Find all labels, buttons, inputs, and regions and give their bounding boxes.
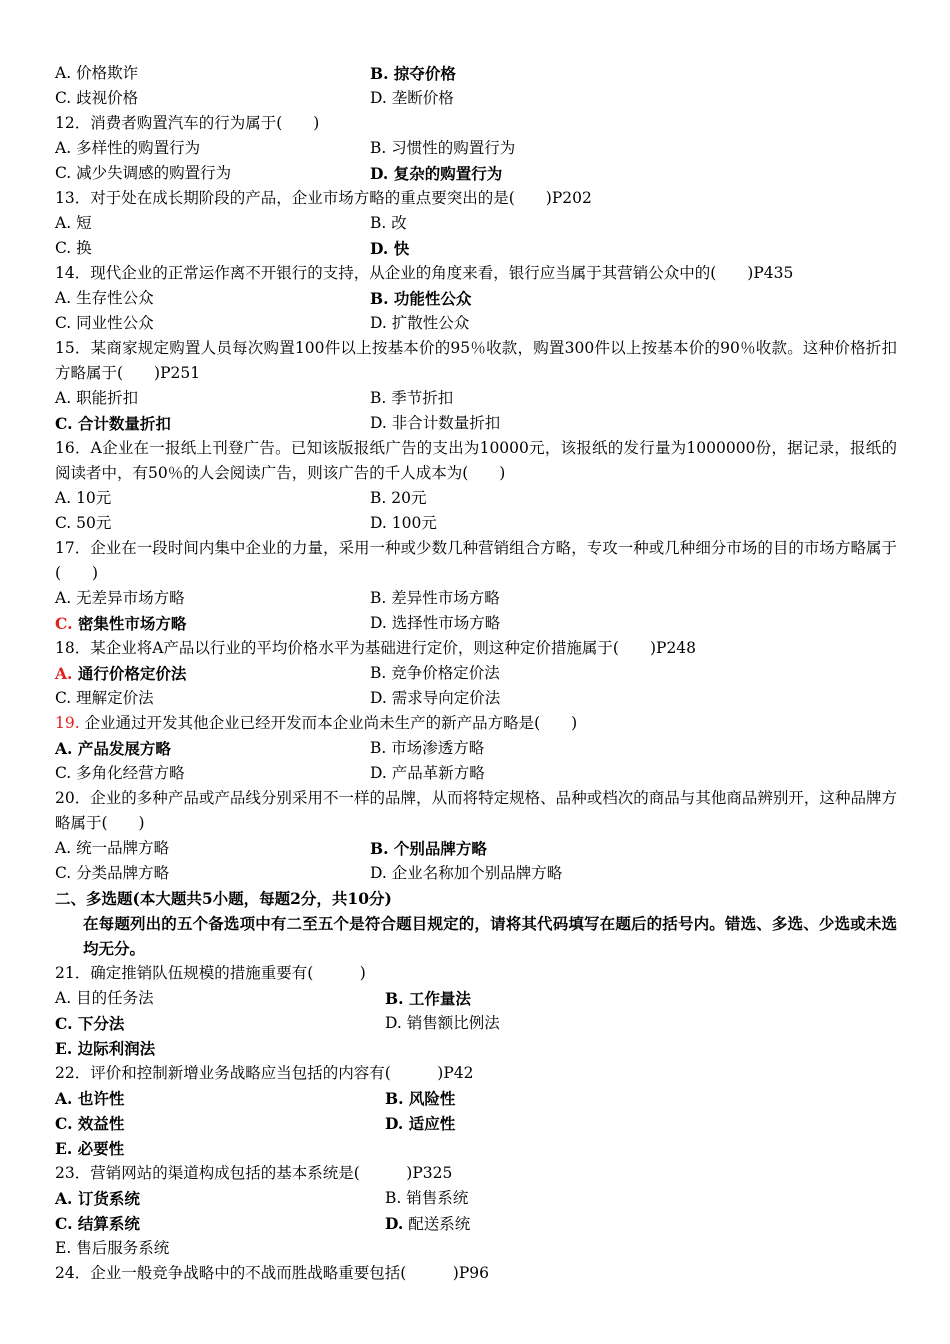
option-c: C. 分类品牌方略	[55, 864, 170, 882]
option-d: D. 需求导向定价法	[370, 689, 501, 707]
option-c: C. 结算系统	[55, 1214, 140, 1233]
option-row	[55, 986, 897, 1011]
option-d: D. 快	[370, 239, 410, 258]
option-a: A. 订货系统	[55, 1189, 140, 1208]
option-d: D. 非合计数量折扣	[370, 414, 501, 432]
option-c: C. 歧视价格	[55, 89, 139, 107]
option-a: A. 生存性公众	[55, 289, 154, 307]
option-row	[55, 686, 897, 711]
option-c: C. 密集性市场方略	[55, 614, 187, 633]
option-a: A. 也许性	[55, 1089, 125, 1108]
option-b: B. 掠夺价格	[370, 64, 456, 83]
option-row	[55, 836, 897, 861]
option-row	[55, 311, 897, 336]
option-c: C. 50元	[55, 514, 112, 532]
exam-document	[55, 61, 897, 1286]
question-stem: 13．对于处在成长期阶段的产品，企业市场方略的重点要突出的是( )P202	[55, 189, 592, 207]
question-stem: 12．消费者购置汽车的行为属于( )	[55, 114, 320, 132]
option-e: E. 边际利润法	[55, 1039, 156, 1058]
option-b: B. 差异性市场方略	[370, 589, 500, 607]
option-a: A. 产品发展方略	[55, 739, 171, 758]
option-a: A. 多样性的购置行为	[55, 139, 201, 157]
option-d: D. 复杂的购置行为	[370, 164, 503, 183]
question-stem	[55, 711, 897, 736]
option-c: C. 合计数量折扣	[55, 414, 171, 433]
option-a: A. 10元	[55, 489, 112, 507]
option-d: D. 配送系统	[385, 1214, 471, 1233]
option-row	[55, 386, 897, 411]
option-d: D. 垄断价格	[370, 89, 454, 107]
option-row	[55, 1086, 897, 1111]
question-stem: 15．某商家规定购置人员每次购置100件以上按基本价的95％收款，购置300件以上按基本价的90％收款。这种价格折扣方略属于( )P251	[55, 339, 897, 382]
option-row	[55, 161, 897, 186]
option-c: C. 效益性	[55, 1114, 125, 1133]
option-a: A. 价格欺诈	[55, 64, 139, 82]
option-b: B. 风险性	[385, 1089, 456, 1108]
option-a: A. 无差异市场方略	[55, 589, 185, 607]
option-d: D. 适应性	[385, 1114, 456, 1133]
option-row	[55, 286, 897, 311]
option-c: C. 多角化经营方略	[55, 764, 185, 782]
option-a: A. 统一品牌方略	[55, 839, 170, 857]
question-number: 19.	[55, 714, 80, 732]
option-b: B. 工作量法	[385, 989, 471, 1008]
option-c: C. 同业性公众	[55, 314, 154, 332]
question-stem: 21．确定推销队伍规模的措施重要有( )	[55, 964, 366, 982]
option-row	[55, 411, 897, 436]
option-b: B. 功能性公众	[370, 289, 472, 308]
option-row	[55, 211, 897, 236]
option-row	[55, 486, 897, 511]
option-d: D. 产品革新方略	[370, 764, 485, 782]
option-row	[55, 1211, 897, 1236]
question-stem: 20．企业的多种产品或产品线分别采用不一样的品牌，从而将特定规格、品种或档次的商品与其他商品辨别开，这种品牌方略属于( )	[55, 789, 897, 832]
option-row	[55, 236, 897, 261]
option-b: B. 个别品牌方略	[370, 839, 487, 858]
option-d: D. 企业名称加个别品牌方略	[370, 864, 563, 882]
option-b: B. 习惯性的购置行为	[370, 139, 516, 157]
option-row	[55, 736, 897, 761]
question-stem: 14．现代企业的正常运作离不开银行的支持，从企业的角度来看，银行应当属于其营销公众中的( )P435	[55, 264, 794, 282]
question-stem: 24．企业一般竞争战略中的不战而胜战略重要包括( )P96	[55, 1264, 489, 1282]
option-d: D. 销售额比例法	[385, 1014, 500, 1032]
option-c: C. 换	[55, 239, 92, 257]
option-row	[55, 1111, 897, 1136]
option-row	[55, 761, 897, 786]
option-a: A. 通行价格定价法	[55, 664, 187, 683]
option-e: E. 必要性	[55, 1139, 125, 1158]
question-stem: 17．企业在一段时间内集中企业的力量，采用一种或少数几种营销组合方略，专攻一种或几种细分市场的目的市场方略属于( )	[55, 539, 897, 582]
option-row	[55, 586, 897, 611]
question-text: 企业通过开发其他企业已经开发而本企业尚未生产的新产品方略是( )	[84, 714, 578, 732]
option-row	[55, 1186, 897, 1211]
option-row	[55, 1011, 897, 1036]
option-c: C. 减少失调感的购置行为	[55, 164, 232, 182]
option-row	[55, 661, 897, 686]
option-a: A. 目的任务法	[55, 989, 154, 1007]
option-row	[55, 1236, 897, 1261]
section-heading: 二、多选题(本大题共5小题，每题2分，共10分)	[55, 889, 392, 908]
option-b: B. 20元	[370, 489, 427, 507]
option-a: A. 职能折扣	[55, 389, 139, 407]
question-stem: 16．A企业在一报纸上刊登广告。已知该版报纸广告的支出为10000元，该报纸的发行量为1000000份，据记录，报纸的阅读者中，有50％的人会阅读广告，则该广告的千人成本为( )	[55, 439, 897, 482]
option-row	[55, 1136, 897, 1161]
option-e: E. 售后服务系统	[55, 1239, 170, 1257]
option-row	[55, 511, 897, 536]
option-d: D. 选择性市场方略	[370, 614, 501, 632]
option-row	[55, 861, 897, 886]
option-d: D. 扩散性公众	[370, 314, 470, 332]
option-row	[55, 61, 897, 86]
option-c: C. 理解定价法	[55, 689, 154, 707]
section-instruction: 在每题列出的五个备选项中有二至五个是符合题目规定的，请将其代码填写在题后的括号内。错选、多选、少选或未选均无分。	[83, 914, 897, 958]
option-a: A. 短	[55, 214, 92, 232]
question-stem: 23．营销网站的渠道构成包括的基本系统是( )P325	[55, 1164, 453, 1182]
question-stem: 18．某企业将A产品以行业的平均价格水平为基础进行定价，则这种定价措施属于( )P248	[55, 639, 697, 657]
option-b: B. 季节折扣	[370, 389, 454, 407]
question-stem: 22．评价和控制新增业务战略应当包括的内容有( )P42	[55, 1064, 474, 1082]
option-row	[55, 611, 897, 636]
option-b: B. 市场渗透方略	[370, 739, 485, 757]
option-b: B. 竞争价格定价法	[370, 664, 500, 682]
option-d: D. 100元	[370, 514, 437, 532]
option-b: B. 销售系统	[385, 1189, 469, 1207]
option-c: C. 下分法	[55, 1014, 125, 1033]
option-row	[55, 1036, 897, 1061]
option-row	[55, 86, 897, 111]
option-b: B. 改	[370, 214, 407, 232]
option-row	[55, 136, 897, 161]
